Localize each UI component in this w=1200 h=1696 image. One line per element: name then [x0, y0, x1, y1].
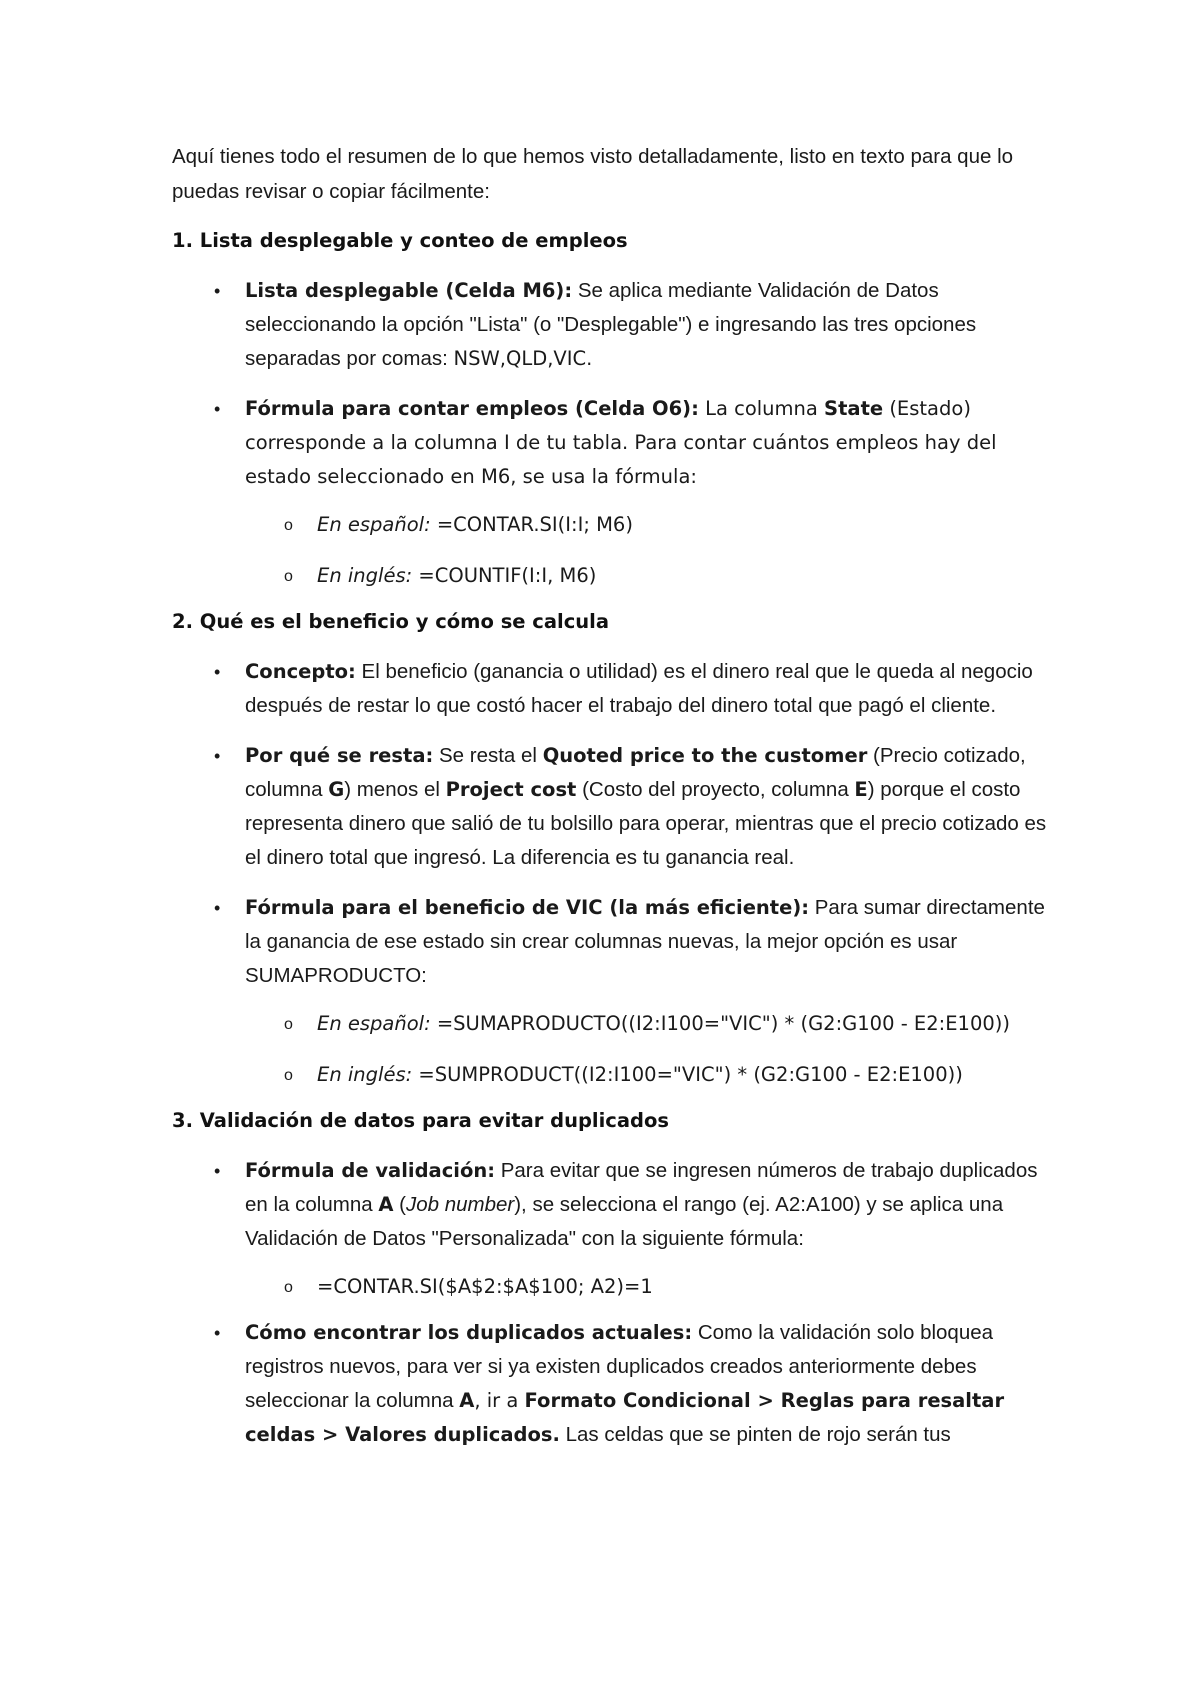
list-item [172, 1154, 1052, 1256]
body-text: El beneficio (ganancia o utilidad) es el dinero real que le queda al negocio después de restar lo que costó hacer el trabajo del dinero total que pagó el cliente. [245, 660, 1033, 717]
bold-term: State [824, 397, 884, 420]
section-2-heading: 2. Qué es el beneficio y cómo se calcula [172, 610, 609, 633]
bold-term: Cómo encontrar los duplicados actuales: [245, 1321, 693, 1344]
circle-bullet-icon: o [284, 1279, 293, 1296]
circle-bullet-icon: o [284, 1016, 293, 1033]
body-text: (Costo del proyecto, columna [576, 778, 855, 801]
list-item [172, 739, 1052, 875]
italic-label: En inglés: [317, 1063, 413, 1086]
sub-list-item [172, 1058, 1052, 1092]
body-text: , ir a [474, 1389, 525, 1412]
section-2-list [172, 655, 1052, 993]
body-text: (Precio cotizado, columna [245, 744, 1026, 801]
formula-text: =CONTAR.SI($A$2:$A$100; A2)=1 [317, 1275, 653, 1298]
body-text: Como la validación solo bloquea registros nuevos, para ver si ya existen duplicados creados anteriormente debes seleccionar la columna [245, 1321, 994, 1412]
italic-term: Job number [405, 1193, 515, 1216]
bold-term: E [854, 778, 868, 801]
section-3-list [172, 1154, 1052, 1256]
body-text: Para evitar que se ingresen números de trabajo duplicados en la columna [245, 1159, 1038, 1216]
bold-term: > [750, 1389, 781, 1412]
list-item [172, 274, 1052, 376]
body-text: ( [393, 1193, 406, 1216]
body-text: Las celdas que se pinten de rojo serán tus [559, 1423, 951, 1446]
bold-term: > [315, 1423, 346, 1446]
list-item [172, 392, 1052, 494]
sub-list-item [172, 508, 1052, 542]
circle-bullet-icon: o [284, 1067, 293, 1084]
body-text: Para sumar directamente la ganancia de ese estado sin crear columnas nuevas, la mejor opción es usar SUMAPRODUCTO: [245, 896, 1045, 987]
circle-bullet-icon: o [284, 517, 293, 534]
bold-term: Quoted price to the customer [542, 744, 868, 767]
bullet-icon: • [214, 746, 221, 766]
bold-term: Reglas para resaltar celdas [245, 1389, 1005, 1446]
bullet-icon: • [214, 898, 221, 918]
body-text: I de tu tabla. Para contar cuántos empleos hay del estado seleccionado en M6, se usa la fórmula: [245, 431, 997, 488]
section-1-list [172, 274, 1052, 494]
section-3-heading: 3. Validación de datos para evitar duplicados [172, 1109, 669, 1132]
bullet-icon: • [214, 399, 221, 419]
bold-term: Fórmula de validación: [245, 1159, 496, 1182]
body-text: ), se selecciona el rango (ej. A2:A100) y se aplica una Validación de Datos "Personalizada" con la siguiente fórmula: [245, 1193, 1004, 1250]
bullet-icon: • [214, 281, 221, 301]
body-text: ) menos el [344, 778, 446, 801]
body-text: Se resta el [433, 744, 543, 767]
bold-term: Formato Condicional [524, 1389, 751, 1412]
bullet-icon: • [214, 1323, 221, 1343]
bold-term: Por qué se resta: [245, 744, 434, 767]
bold-term: Fórmula para el beneficio de VIC (la más eficiente): [245, 896, 810, 919]
italic-label: En español: [317, 1012, 431, 1035]
bold-term: Concepto: [245, 660, 356, 683]
bold-term: Valores duplicados. [345, 1423, 560, 1446]
list-item [172, 891, 1052, 993]
bold-term: A [378, 1193, 394, 1216]
formula-text: =CONTAR.SI(I:I; M6) [430, 513, 633, 536]
list-item [172, 1316, 1052, 1452]
body-text: Se aplica mediante Validación de Datos seleccionando la opción "Lista" (o "Desplegable") e ingresando las tres opciones separadas por comas: [245, 279, 977, 370]
body-text: La columna [698, 397, 825, 420]
bold-term: G [328, 778, 345, 801]
document-body [172, 139, 1052, 1468]
formula-text: =COUNTIF(I:I, M6) [412, 564, 597, 587]
body-text: ) porque el costo representa dinero que salió de tu bolsillo para operar, mientras que el precio cotizado es el dinero total que ingresó. La diferencia es tu ganancia real. [245, 778, 1047, 869]
formula-text: =SUMAPRODUCTO((I2:I100="VIC") * (G2:G100 - E2:E100)) [430, 1012, 1010, 1035]
sub-list-item [172, 1270, 1052, 1304]
section-3-list-continued [172, 1316, 1052, 1452]
bold-term: Project cost [445, 778, 577, 801]
sub-list-item [172, 559, 1052, 593]
bullet-icon: • [214, 662, 221, 682]
circle-bullet-icon: o [284, 568, 293, 585]
sub-list-item [172, 1007, 1052, 1041]
list-item [172, 655, 1052, 723]
section-1-heading: 1. Lista desplegable y conteo de empleos [172, 229, 628, 252]
bullet-icon: • [214, 1161, 221, 1181]
body-text: NSW,QLD,VIC. [453, 347, 593, 370]
intro-paragraph: Aquí tienes todo el resumen de lo que hemos visto detalladamente, listo en texto para que lo puedas revisar o copiar fácilmente: [172, 145, 1014, 203]
body-text: (Estado) corresponde a la columna [245, 397, 971, 454]
formula-text: =SUMPRODUCT((I2:I100="VIC") * (G2:G100 - E2:E100)) [412, 1063, 963, 1086]
bold-term: A [459, 1389, 475, 1412]
bold-term: Lista desplegable (Celda M6): [245, 279, 573, 302]
italic-label: En español: [317, 513, 431, 536]
bold-term: Fórmula para contar empleos (Celda O6): [245, 397, 699, 420]
italic-label: En inglés: [317, 564, 413, 587]
